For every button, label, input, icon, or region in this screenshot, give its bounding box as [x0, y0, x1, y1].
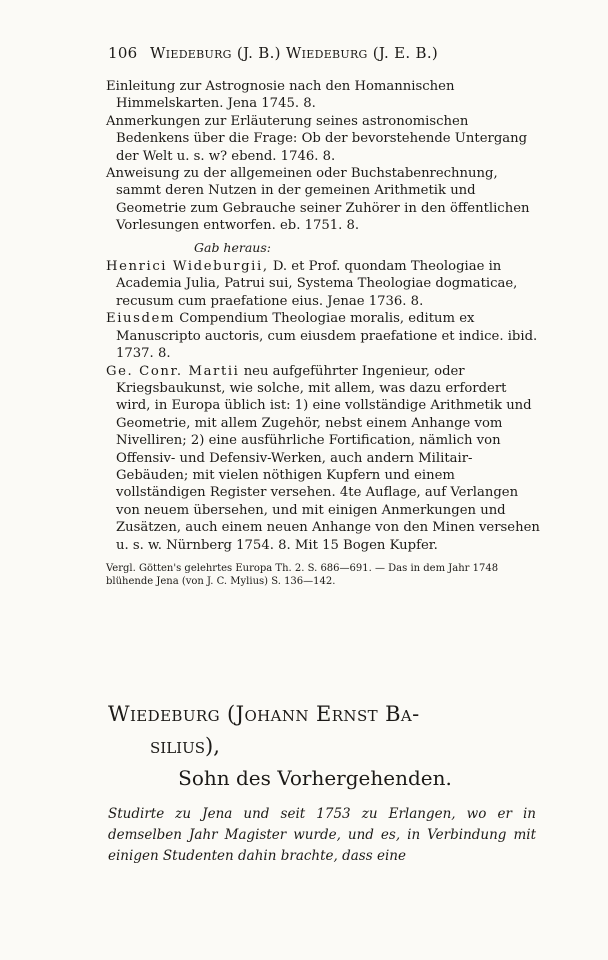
reference-note: Vergl. Götten's gelehrtes Europa Th. 2. S. 686—691. — Das in dem Jahr 1748 blühende Jena (von J. C. Mylius) S. 136—142.	[106, 562, 499, 587]
section-subtitle: Sohn des Vorhergehenden.	[178, 766, 452, 790]
edited-entry-text: Compendium Theologiae moralis, editum ex Manuscripto auctoris, cum eiusdem praefatione et indice. ibid. 1737. 8.	[116, 311, 538, 362]
page-number: 106	[108, 44, 138, 62]
edited-entry-text: neu aufgeführter Ingenieur, oder Kriegsbaukunst, wie solche, mit allem, was dazu erfordert wird, in Europa üblich ist: 1) eine vollständige Arithmetik und Geometrie, mit allem Zugehör, nebst einem Anhange vom Nivelliren; 2) eine ausführliche Fortification, nämlich von Offensiv- und Defensiv-Werken, auch andern Militair-Gebäuden; mit vielen nöthigen Kupfern und einem vollständigen Register versehen. 4te Auflage, auf Verlangen von neuem übersehen, und mit einigen Anmerkungen und Zusätzen, auch einem neuen Anhange von den Minen versehen u. s. w. Nürnberg 1754. 8. Mit 15 Bogen Kupfer.	[116, 363, 540, 553]
section-title-line2: silius),	[150, 734, 220, 758]
intro-paragraph: Studirte zu Jena und seit 1753 zu Erlangen, wo er in demselben Jahr Magister wurde, und es, in Verbindung mit einigen Studenten dahin brachte, dass eine	[108, 806, 536, 864]
edited-entry	[106, 363, 541, 554]
main-text	[106, 78, 541, 588]
bibliography-entry: Anmerkungen zur Erläuterung seines astronomischen Bedenkens über die Frage: Ob der bevorstehende Untergang der Welt u. s. w? ebend. 1746. 8.	[106, 113, 528, 164]
bibliography-entry: Anweisung zu der allgemeinen oder Buchstabenrechnung, sammt deren Nutzen in der gemeinen Arithmetik und Geometrie zum Gebrauche seiner Zuhörer in den öffentlichen Vorlesungen entworfen. eb. 1751. 8.	[106, 166, 530, 234]
section-title-line1: Wiedeburg (Johann Ernst Ba-	[108, 702, 420, 726]
edited-entry-lead: Ge. Conr. Martii	[106, 363, 240, 379]
gab-heraus-heading: Gab heraus:	[194, 239, 271, 255]
bibliography-entry: Einleitung zur Astrognosie nach den Homannischen Himmelskarten. Jena 1745. 8.	[106, 79, 455, 112]
edited-entry-text: D. et Prof. quondam Theologiae in Academia Julia, Patrui sui, Systema Theologiae dogmaticae, recusum cum praefatione eius. Jenae 1736. 8.	[116, 259, 518, 309]
edited-entry	[106, 310, 541, 362]
running-title: Wiedeburg (J. B.) Wiedeburg (J. E. B.)	[150, 44, 439, 62]
edited-entry-lead: Eiusdem	[106, 311, 176, 327]
edited-entry-lead: Henrici Wideburgii,	[106, 259, 269, 275]
edited-entry	[106, 258, 541, 310]
